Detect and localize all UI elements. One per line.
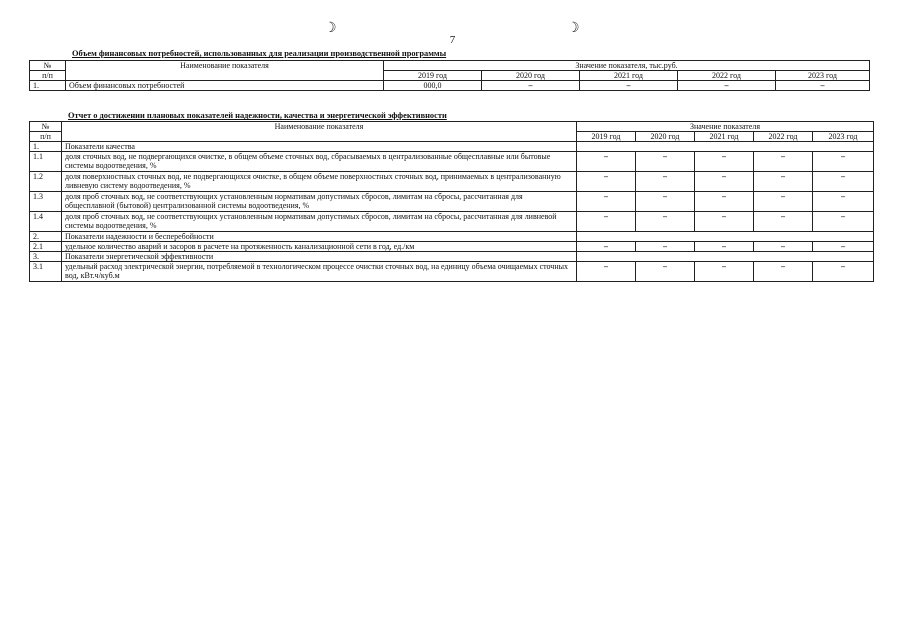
row-value: – (695, 192, 754, 212)
row-name: удельный расход электрической энергии, потребляемой в технологическом процессе очистки сточных вод, на единицу объема очищаемых сточных вод, кВт.ч/куб.м (62, 262, 577, 282)
row-value: – (776, 81, 870, 91)
row-value: – (695, 242, 754, 252)
header-value: Значение показателя, тыс.руб. (384, 61, 870, 71)
table-row (30, 242, 874, 252)
row-num: 1.2 (30, 172, 62, 192)
page-number: 7 (449, 34, 456, 46)
table-row (30, 152, 874, 172)
row-value: – (580, 81, 678, 91)
row-value: – (482, 81, 580, 91)
row-value: – (695, 152, 754, 172)
table-row (30, 142, 874, 152)
year-header: 2021 год (580, 71, 678, 81)
row-num: 1. (30, 142, 62, 152)
year-header: 2023 год (776, 71, 870, 81)
header-name: Наименование показателя (66, 61, 384, 81)
row-value: – (678, 81, 776, 91)
row-value: – (813, 242, 874, 252)
punch-hole-mark-left: ☽ (324, 21, 337, 36)
row-value: – (636, 242, 695, 252)
year-header: 2020 год (636, 132, 695, 142)
row-num: 1.3 (30, 192, 62, 212)
row-empty-values (577, 252, 874, 262)
row-num: 3. (30, 252, 62, 262)
year-header: 2023 год (813, 132, 874, 142)
year-header: 2022 год (678, 71, 776, 81)
row-value: – (695, 262, 754, 282)
row-value: – (754, 262, 813, 282)
row-value: – (695, 172, 754, 192)
year-header: 2019 год (384, 71, 482, 81)
row-value: – (577, 262, 636, 282)
financial-needs-table (29, 60, 870, 91)
row-name: удельное количество аварий и засоров в расчете на протяженность канализационной сети в год, ед./км (62, 242, 577, 252)
row-value: – (813, 262, 874, 282)
row-value: – (636, 172, 695, 192)
row-value: – (577, 242, 636, 252)
year-header: 2020 год (482, 71, 580, 81)
header-num: № (30, 122, 62, 132)
row-value: – (636, 262, 695, 282)
table-row (30, 252, 874, 262)
row-value: – (813, 152, 874, 172)
row-value: – (754, 242, 813, 252)
row-empty-values (577, 142, 874, 152)
row-value: – (813, 192, 874, 212)
header-name: Наименование показателя (62, 122, 577, 142)
row-value: – (636, 212, 695, 232)
row-num: 1.1 (30, 152, 62, 172)
row-value: – (636, 152, 695, 172)
header-num-sub: п/п (30, 71, 66, 81)
row-value: – (813, 172, 874, 192)
row-value: – (695, 212, 754, 232)
table-row (30, 81, 870, 91)
row-num: 1.4 (30, 212, 62, 232)
row-value: – (577, 212, 636, 232)
section2-title: Отчет о достижении плановых показателей надежности, качества и энергетической эффективности (68, 111, 447, 120)
table-row (30, 192, 874, 212)
year-header: 2022 год (754, 132, 813, 142)
header-num-sub: п/п (30, 132, 62, 142)
row-name: доля сточных вод, не подвергающихся очистке, в общем объеме сточных вод, сбрасываемых в централизованные общесплавные или бытовые системы водоотведения, % (62, 152, 577, 172)
row-name: Показатели надежности и бесперебойности (62, 232, 577, 242)
row-value: – (754, 152, 813, 172)
row-value: – (577, 152, 636, 172)
year-header: 2019 год (577, 132, 636, 142)
row-num: 3.1 (30, 262, 62, 282)
row-name: Показатели качества (62, 142, 577, 152)
row-value: 000,0 (384, 81, 482, 91)
row-value: – (754, 192, 813, 212)
row-value: – (636, 192, 695, 212)
punch-hole-mark-right: ☽ (567, 21, 580, 36)
table-row (30, 232, 874, 242)
table-row (30, 262, 874, 282)
row-num: 2. (30, 232, 62, 242)
row-num: 2.1 (30, 242, 62, 252)
row-name: доля поверхностных сточных вод, не подвергающихся очистке, в общем объеме поверхностных сточных вод, принимаемых в централизованную ливневую систему водоотведения, % (62, 172, 577, 192)
table-row (30, 212, 874, 232)
row-value: – (754, 212, 813, 232)
row-value: – (577, 192, 636, 212)
section1-title: Объем финансовых потребностей, использованных для реализации производственной программы (72, 49, 447, 58)
year-header: 2021 год (695, 132, 754, 142)
row-empty-values (577, 232, 874, 242)
row-name: Объем финансовых потребностей (66, 81, 384, 91)
row-name: Показатели энергетической эффективности (62, 252, 577, 262)
indicators-table (29, 121, 874, 282)
row-value: – (577, 172, 636, 192)
header-num: № (30, 61, 66, 71)
row-name: доля проб сточных вод, не соответствующих установленным нормативам допустимых сбросов, лимитам на сбросы, рассчитанная для ливневой системы водоотведения, % (62, 212, 577, 232)
row-value: – (754, 172, 813, 192)
header-value: Значение показателя (577, 122, 874, 132)
row-value: – (813, 212, 874, 232)
table-row (30, 172, 874, 192)
row-num: 1. (30, 81, 66, 91)
row-name: доля проб сточных вод, не соответствующих установленным нормативам допустимых сбросов, лимитам на сбросы, рассчитанная для общесплавной (бытовой) централизованной системы водоотведения, % (62, 192, 577, 212)
